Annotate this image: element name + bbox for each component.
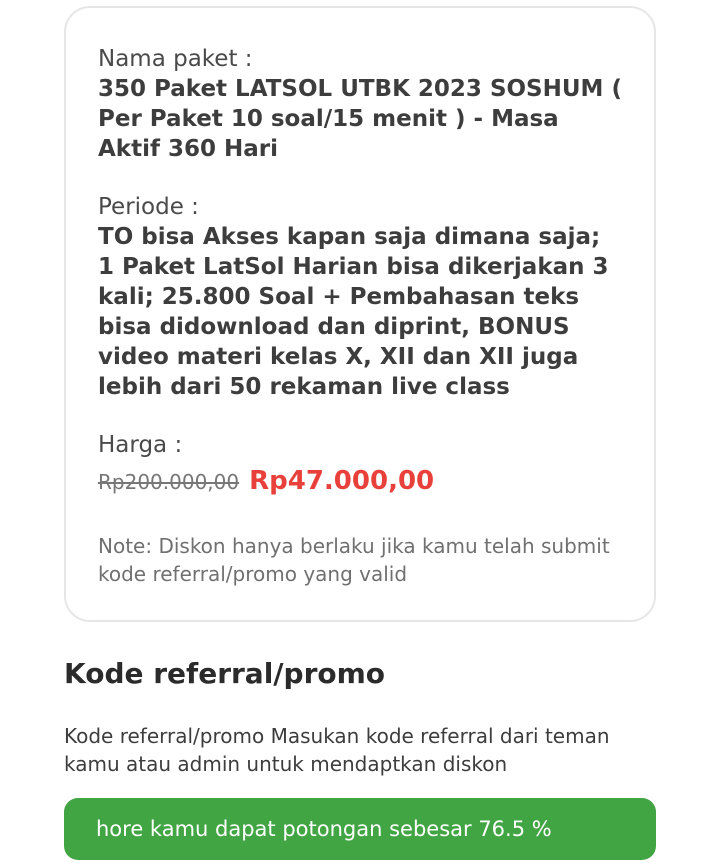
package-price-block: [98, 430, 622, 496]
package-summary-card: [64, 6, 656, 622]
discount-note: Note: Diskon hanya berlaku jika kamu telah submit kode referral/promo yang valid: [98, 534, 610, 586]
referral-success-alert: hore kamu dapat potongan sebesar 76.5 %: [64, 798, 656, 860]
package-name-block: [98, 44, 622, 164]
discounted-price: Rp47.000,00: [249, 466, 435, 496]
referral-title: Kode referral/promo: [64, 657, 386, 690]
package-period-label: Periode :: [98, 194, 199, 220]
package-period-value: TO bisa Akses kapan saja dimana saja; 1 Paket LatSol Harian bisa dikerjakan 3 kali; 25.800 Soal + Pembahasan teks bisa didownload dan diprint, BONUS video materi kelas X, XII dan XII juga lebih dari 50 rekaman live class: [98, 224, 609, 400]
price-row: [98, 466, 622, 496]
package-name-label: Nama paket :: [98, 46, 253, 72]
referral-section: [64, 654, 664, 778]
referral-description: Kode referral/promo Masukan kode referral dari teman kamu atau admin untuk mendaptkan diskon: [64, 724, 610, 776]
original-price: Rp200.000,00: [98, 470, 240, 494]
package-name-value: 350 Paket LATSOL UTBK 2023 SOSHUM ( Per Paket 10 soal/15 menit ) - Masa Aktif 360 Hari: [98, 76, 622, 162]
package-period-block: [98, 192, 622, 402]
package-price-label: Harga :: [98, 432, 183, 458]
